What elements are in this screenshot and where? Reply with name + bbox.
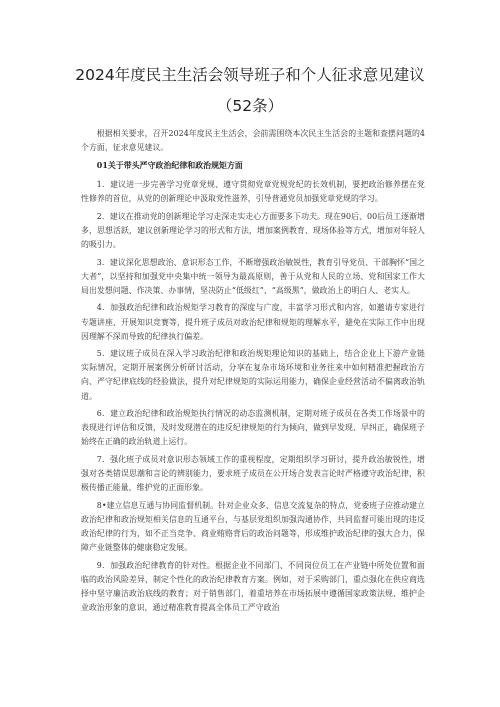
list-item: 9．加强政治纪律教育的针对性。根据企业不同部门、不同岗位员工在产业链中所处位置和面临的政治风险差异，制定个性化的政治纪律教育方案。例如，对于采购部门，重点强化在供应商选择中坚守廉洁政治底线的教育；对于销售部门，着重培养在市场拓展中遵循国家政策法规、维护企业政治形象的意识，通过精准教育提高全体员工严守政治 (81, 560, 425, 613)
list-item: 7．强化班子成员对意识形态领域工作的重视程度，定期组织学习研讨，提升政治敏锐性，增强对各类错误思潮和言论的辨别能力，要求班子成员在公开场合发表言论时严格遵守政治纪律，积极传播正能量，维护党的正面形象。 (81, 455, 425, 493)
document-body (81, 127, 425, 619)
list-item: 1．建议进一步完善学习党章党规、遵守贯彻党章党规党纪的长效机制，要把政治修养摆在党性修养的首位，从党的创新理论中汲取党性滋养，引导普通党员加强党章党规的学习。 (81, 179, 425, 203)
list-item: 6．建立政治纪律和政治规矩执行情况的动态监测机制，定期对班子成员在各类工作场景中的表现进行评估和反馈，及时发现潜在的违反纪律规矩的行为倾向，做到早发现、早纠正，确保班子始终在正确的政治轨道上运行。 (81, 409, 425, 447)
list-item: 4．加强政治纪律和政治规矩学习教育的深度与广度，丰富学习形式和内容，如邀请专家进行专题讲座、开展知识竞赛等，提升班子成员对政治纪律和规矩的理解水平，避免在实际工作中出现因理解不深而导致的纪律执行偏差。 (81, 303, 425, 341)
intro-paragraph: 根据相关要求，召开2024年度民主生活会，会前需围绕本次民主生活会的主题和查摆问题的4个方面，征求意见建议。 (81, 129, 425, 153)
list-item: 2．建议在推动党的创新理论学习走深走实走心方面要多下功夫。现在90后、00后员工逐渐增多，思想活跃，建议创新理论学习的形式和方法，增加案例教育、现场体验等方式，增加对年轻人的吸引力。 (81, 211, 425, 249)
document-title: 2024年度民主生活会领导班子和个人征求意见建议 (75, 66, 425, 84)
list-item: 8•建立信息互通与协同监督机制。针对企业众多、信息交流复杂的特点，党委班子应推动建立政治纪律和政治规矩相关信息的互通平台，与基层党组织加强沟通协作，共同监督可能出现的违反政治纪律的行为，如不正当竞争、商业贿赂背后的政治问题等，形成维护政治纪律的强大合力，保障产业链整体的健康稳定发展。 (81, 501, 425, 553)
list-item: 3．建议深化思想政治、意识形态工作，不断增强政治敏锐性，教育引导党员、干部胸怀“国之大者”，以坚持和加强党中央集中统一领导为最高原则，善于从党和人民的立场、党和国家工作大局出发想问题、作决策、办事情，坚决防止“低级红”、“高级黑”，做政治上的明白人、老实人。 (81, 257, 425, 295)
list-item: 5．建议班子成员在深入学习政治纪律和政治规矩理论知识的基础上，结合企业上下游产业链实际情况，定期开展案例分析研讨活动，分享在复杂市场环境和业务往来中如何精准把握政治方向、严守纪律底线的经验做法，提升对纪律规矩的实际运用能力，确保企业经营活动不偏离政治轨道。 (81, 349, 425, 401)
document-title-count: （52条） (216, 97, 284, 115)
section-heading: 01关于带头严守政治纪律和政治规矩方面 (96, 160, 243, 170)
